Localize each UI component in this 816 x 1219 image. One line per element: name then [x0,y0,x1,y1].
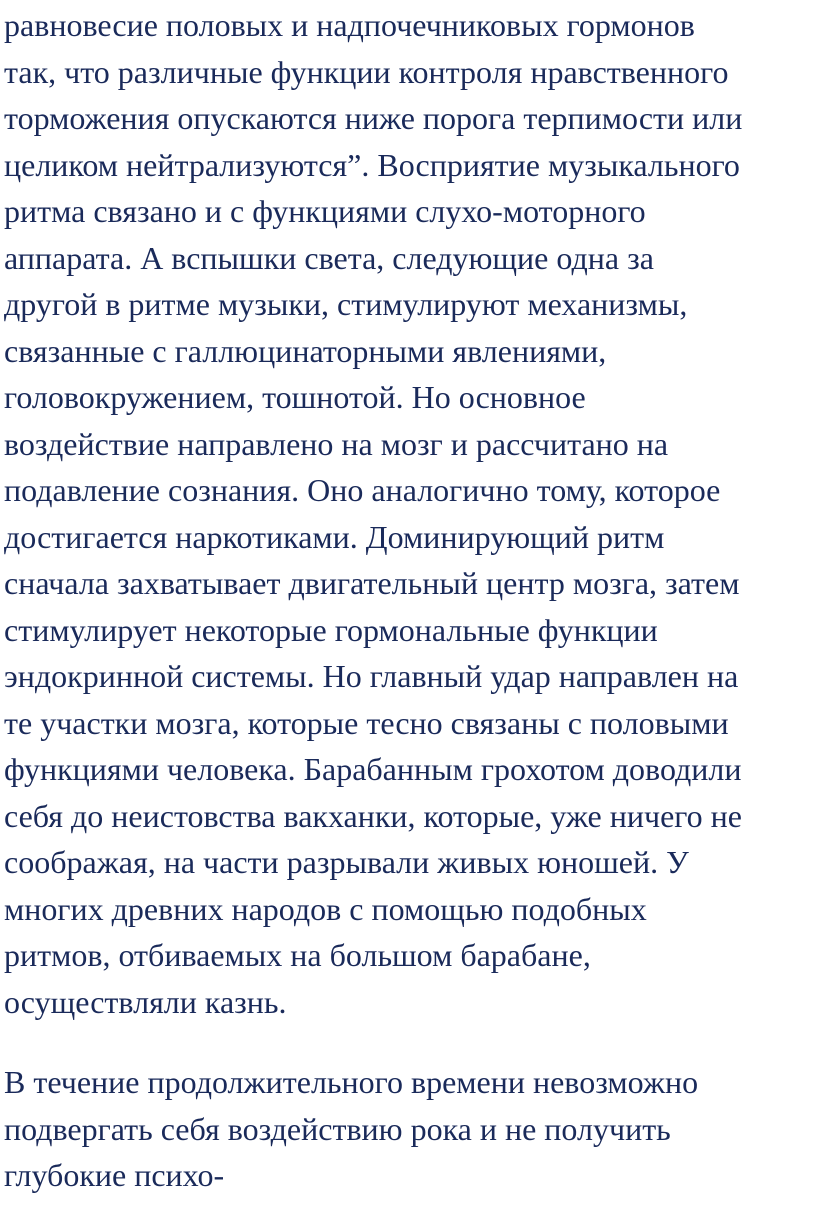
text-line: головокружением, тошнотой. Но основное [4,379,586,415]
text-line: другой в ритме музыки, стимулируют механизмы, [4,286,688,322]
text-line: подвергать себя воздействию рока и не получить [4,1110,671,1147]
text-line: ритмов, отбиваемых на большом барабане, [4,937,591,973]
text-line: равновесие половых и надпочечниковых гормонов [4,7,695,43]
text-line: так, что различные функции контроля нравственного [4,53,729,90]
text-line: глубокие психо- [4,1157,225,1193]
text-line: осуществляли казнь. [4,983,287,1020]
text-line: себя до неистовства вакханки, которые, уже ничего не [4,797,742,834]
text-line: эндокринной системы. Но главный удар направлен на [4,658,739,694]
paragraph-2 [4,1059,814,1199]
text-line: соображая, на части разрывали живых юношей. У [4,844,689,880]
text-line: В течение продолжительного времени невозможно [4,1064,699,1100]
text-line: целиком нейтрализуются”. Восприятие музыкального [4,146,740,183]
text-line: достигается наркотиками. Доминирующий ритм [4,518,665,555]
text-line: воздействие направлено на мозг и рассчитано на [4,425,669,462]
text-line: аппарата. А вспышки света, следующие одна за [4,239,654,276]
text-line: подавление сознания. Оно аналогично тому, которое [4,472,721,508]
text-line: те участки мозга, которые тесно связаны с половыми [4,704,729,741]
text-line: стимулирует некоторые гормональные функции [4,611,658,648]
paragraph-1 [4,2,814,1025]
text-line: торможения опускаются ниже порога терпимости или [4,100,743,136]
text-line: многих древних народов с помощью подобных [4,890,647,927]
text-line: связанные с галлюцинаторными явлениями, [4,332,607,369]
text-line: сначала захватывает двигательный центр мозга, затем [4,565,740,601]
text-line: ритма связано и с функциями слухо-моторного [4,193,646,229]
text-line: функциями человека. Барабанным грохотом доводили [4,751,742,787]
